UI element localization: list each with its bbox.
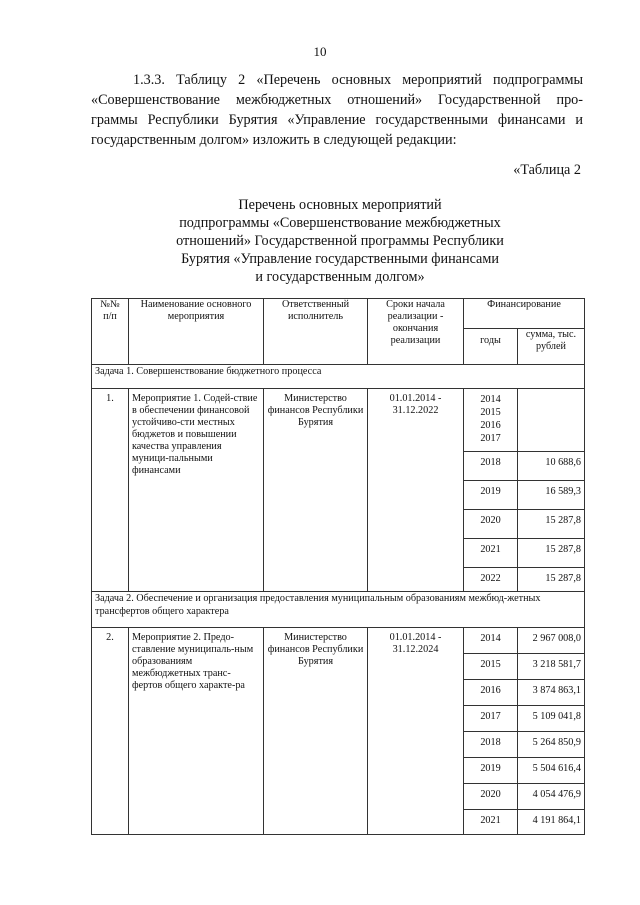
sum-cell: 2 967 008,0 [518, 628, 585, 654]
measure-2-name: Мероприятие 2. Предо-ставление муниципаль-ным образованиям межбюджетных транс-фертов общего характе-ра [129, 628, 264, 835]
year-cell: 2020 [464, 510, 518, 539]
header-financing: Финансирование [464, 299, 585, 329]
sum-cell: 3 218 581,7 [518, 654, 585, 680]
table-title [140, 196, 540, 286]
measure-1-num: 1. [92, 389, 129, 592]
sum-cell: 5 264 850,9 [518, 732, 585, 758]
year-cell: 2021 [464, 810, 518, 835]
sum-cell: 15 287,8 [518, 510, 585, 539]
sum-cell: 4 191 864,1 [518, 810, 585, 835]
header-years: годы [464, 329, 518, 365]
year-cell: 2022 [464, 568, 518, 592]
title-line: Перечень основных мероприятий [238, 197, 442, 213]
measure-2-num: 2. [92, 628, 129, 835]
measure-1-first-sum [518, 389, 585, 452]
intro-line: «Совершенствование межбюджетных отношений» Государственной про- [91, 92, 583, 108]
measure-1-name: Мероприятие 1. Содей-ствие в обеспечении финансовой устойчиво-сти местных бюджетов и повышении качества управления муници-пальными финансами [129, 389, 264, 592]
measure-2-period: 01.01.2014 - 31.12.2024 [368, 628, 464, 835]
header-period: Сроки начала реализации - окончания реализации [368, 299, 464, 365]
year-cell: 2019 [464, 481, 518, 510]
sum-cell: 15 287,8 [518, 568, 585, 592]
task-2-title: Задача 2. Обеспечение и организация предоставления муниципальным образованиям межбюд-жетных трансфертов общего характера [92, 592, 585, 628]
title-line: отношений» Государственной программы Республики [176, 233, 504, 249]
intro-line: граммы Республики Бурятия «Управление государственными финансами и [91, 112, 583, 128]
sum-cell: 15 287,8 [518, 539, 585, 568]
sum-cell: 10 688,6 [518, 452, 585, 481]
sum-cell: 4 054 476,9 [518, 784, 585, 810]
header-executor: Ответственный исполнитель [264, 299, 368, 365]
intro-line: государственным долгом» изложить в следующей редакции: [91, 132, 457, 148]
header-sum: сумма, тыс. рублей [518, 329, 585, 365]
title-line: и государственным долгом» [255, 269, 425, 285]
header-num: №№ п/п [92, 299, 129, 365]
year-cell: 2017 [464, 706, 518, 732]
intro-paragraph [91, 70, 583, 150]
measure-1-period: 01.01.2014 - 31.12.2022 [368, 389, 464, 592]
year-cell: 2016 [464, 680, 518, 706]
measure-2-executor: Министерство финансов Республики Бурятия [264, 628, 368, 835]
header-name: Наименование основного мероприятия [129, 299, 264, 365]
title-line: подпрограммы «Совершенствование межбюджетных [179, 215, 501, 231]
year-cell: 2020 [464, 784, 518, 810]
year-cell: 2021 [464, 539, 518, 568]
sum-cell: 3 874 863,1 [518, 680, 585, 706]
measures-table [91, 298, 585, 835]
year-cell: 2018 [464, 732, 518, 758]
year-cell: 2018 [464, 452, 518, 481]
task-1-title: Задача 1. Совершенствование бюджетного процесса [92, 365, 585, 389]
sum-cell: 5 109 041,8 [518, 706, 585, 732]
page-number: 10 [313, 44, 327, 59]
title-line: Бурятия «Управление государственными финансами [181, 251, 499, 267]
year-cell: 2014 [464, 628, 518, 654]
sum-cell: 5 504 616,4 [518, 758, 585, 784]
year-cell: 2019 [464, 758, 518, 784]
intro-line: 1.3.3. Таблицу 2 «Перечень основных мероприятий подпрограммы [133, 72, 583, 88]
measure-1-executor: Министерство финансов Республики Бурятия [264, 389, 368, 592]
year-cell: 2015 [464, 654, 518, 680]
sum-cell: 16 589,3 [518, 481, 585, 510]
table-reference: «Таблица 2 [513, 162, 581, 178]
measure-1-first-years: 2014 2015 2016 2017 [464, 389, 518, 452]
